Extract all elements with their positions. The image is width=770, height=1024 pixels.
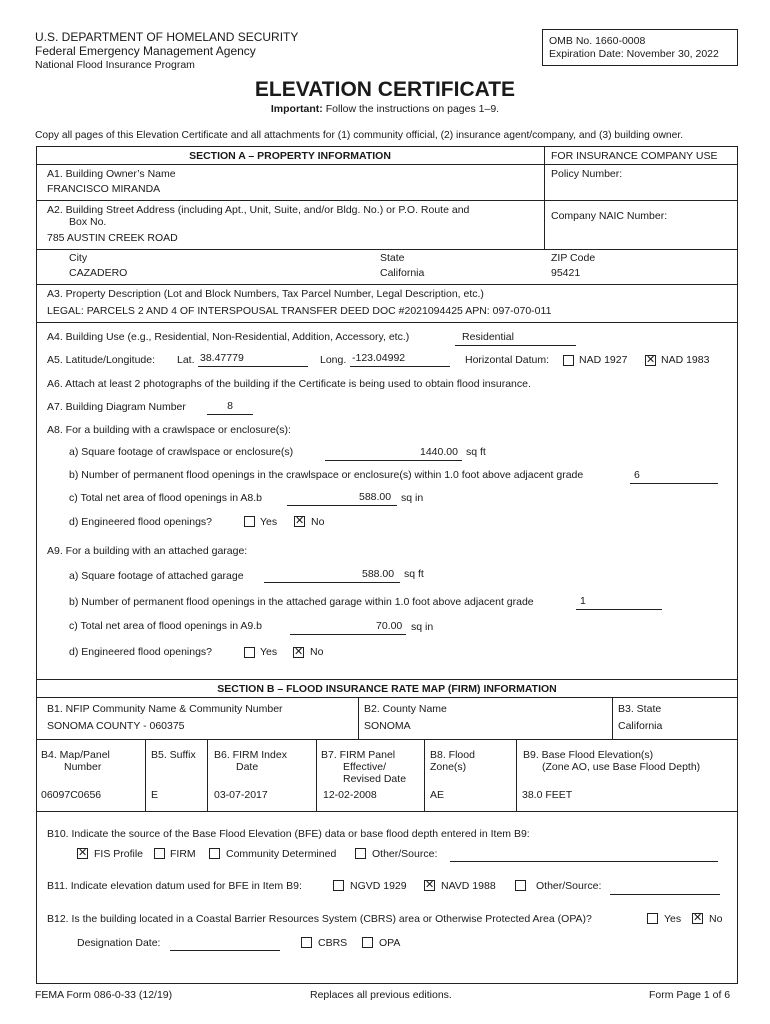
copy-note: Copy all pages of this Elevation Certificate and all attachments for (1) community official, (2) insurance agent/company, and (3) building owner. <box>35 130 684 141</box>
a3-label: A3. Property Description (Lot and Block Numbers, Tax Parcel Number, Legal Description, etc.) <box>47 288 484 300</box>
a9d-label: d) Engineered flood openings? <box>69 646 213 658</box>
a9b-label: b) Number of permanent flood openings in the attached garage within 1.0 foot above adjacent grade <box>69 596 534 608</box>
b2-label: B2. County Name <box>364 703 447 715</box>
important-note <box>0 103 770 115</box>
form-number: FEMA Form 086-0-33 (12/19) <box>35 989 173 1001</box>
b10-fis-checkbox[interactable]: ✕ <box>78 847 88 859</box>
a9-label: A9. For a building with an attached garage: <box>47 545 248 557</box>
opa-label: OPA <box>379 937 401 949</box>
program-name: National Flood Insurance Program <box>35 59 195 71</box>
omb-box <box>542 29 738 66</box>
page-title: ELEVATION CERTIFICATE <box>254 78 516 101</box>
a1-label: A1. Building Owner’s Name <box>47 168 176 180</box>
a8a-label: a) Square footage of crawlspace or enclosure(s) <box>69 446 294 458</box>
a7-label: A7. Building Diagram Number <box>47 401 186 413</box>
b11-ngvd-checkbox[interactable] <box>333 880 344 891</box>
b2-county[interactable]: SONOMA <box>364 720 411 732</box>
lat-label: Lat. <box>177 354 195 366</box>
zip-label: ZIP Code <box>551 252 596 264</box>
expiration-date: Expiration Date: November 30, 2022 <box>549 48 719 60</box>
a8d-yes-label: Yes <box>260 516 278 528</box>
nad1927-checkbox[interactable] <box>563 355 574 366</box>
b4-label-cont: Number <box>64 761 102 773</box>
section-b-title: SECTION B – FLOOD INSURANCE RATE MAP (FIRM) INFORMATION <box>217 683 557 695</box>
b12-no-label: No <box>709 913 723 925</box>
b11-navd-label: NAVD 1988 <box>441 880 496 892</box>
a9a-unit: sq ft <box>404 568 424 580</box>
b4-label: B4. Map/Panel <box>41 749 110 761</box>
b11-ngvd-label: NGVD 1929 <box>350 880 407 892</box>
a4-label: A4. Building Use (e.g., Residential, Non-Residential, Addition, Accessory, etc.) <box>47 331 410 343</box>
state-value[interactable]: California <box>380 267 425 279</box>
a9d-yes-checkbox[interactable] <box>244 647 255 658</box>
department-name: U.S. DEPARTMENT OF HOMELAND SECURITY <box>35 30 299 44</box>
a8-label: A8. For a building with a crawlspace or enclosure(s): <box>47 424 291 436</box>
a9c-unit: sq in <box>411 621 434 633</box>
b1-label: B1. NFIP Community Name & Community Number <box>47 703 283 715</box>
b10-community-label: Community Determined <box>226 848 337 860</box>
b11-navd-checkbox[interactable]: ✕ <box>425 879 435 891</box>
a8d-no-checkbox[interactable]: ✕ <box>295 515 305 527</box>
a2-street-address[interactable]: 785 AUSTIN CREEK ROAD <box>47 232 178 244</box>
horizontal-datum-label: Horizontal Datum: <box>465 354 550 366</box>
b10-other-label: Other/Source: <box>372 848 438 860</box>
b10-firm-label: FIRM <box>170 848 196 860</box>
nad1983-checkbox[interactable]: ✕ <box>646 354 656 366</box>
replaces-note: Replaces all previous editions. <box>310 989 452 1001</box>
a2-label-cont: Box No. <box>69 216 107 228</box>
a8d-label: d) Engineered flood openings? <box>69 516 213 528</box>
long-label: Long. <box>320 354 347 366</box>
b11-label: B11. Indicate elevation datum used for BFE in Item B9: <box>47 880 302 892</box>
b1-community[interactable]: SONOMA COUNTY - 060375 <box>47 720 185 732</box>
naic-number-label: Company NAIC Number: <box>551 210 668 222</box>
b7-label-cont: Effective/ <box>343 761 386 773</box>
b6-label: B6. FIRM Index <box>214 749 287 761</box>
a9d-no-checkbox[interactable]: ✕ <box>294 646 304 658</box>
b8-flood-zone[interactable]: AE <box>430 789 445 801</box>
latitude-input[interactable]: 38.47779 <box>200 352 244 364</box>
a9d-no-label: No <box>310 646 324 658</box>
a8b-flood-openings[interactable]: 6 <box>634 469 640 481</box>
a8d-yes-checkbox[interactable] <box>244 516 255 527</box>
a8c-unit: sq in <box>401 492 424 504</box>
city-value[interactable]: CAZADERO <box>69 267 128 279</box>
b8-label: B8. Flood <box>430 749 475 761</box>
b12-yes-checkbox[interactable] <box>647 913 658 924</box>
important-text: Follow the instructions on pages 1–9. <box>325 103 500 115</box>
b8-label-cont: Zone(s) <box>430 761 467 773</box>
longitude-input[interactable]: -123.04992 <box>352 352 406 364</box>
b10-community-checkbox[interactable] <box>209 848 220 859</box>
b10-other-input[interactable] <box>450 861 718 862</box>
a9a-garage-sqft[interactable]: 588.00 <box>362 568 395 580</box>
b9-label-cont: (Zone AO, use Base Flood Depth) <box>542 761 701 773</box>
b6-firm-index-date[interactable]: 03-07-2017 <box>214 789 268 801</box>
page-number: Form Page 1 of 6 <box>649 989 731 1001</box>
b11-other-label: Other/Source: <box>536 880 602 892</box>
b9-label: B9. Base Flood Elevation(s) <box>523 749 654 761</box>
cbrs-label: CBRS <box>318 937 348 949</box>
b7-label-cont2: Revised Date <box>343 773 407 785</box>
a9d-yes-label: Yes <box>260 646 278 658</box>
b5-label: B5. Suffix <box>151 749 196 761</box>
b12-label: B12. Is the building located in a Coastal Barrier Resources System (CBRS) area or Otherwise Protected Area (OPA)? <box>47 913 592 925</box>
b11-other-input[interactable] <box>610 894 720 895</box>
a1-owner-name[interactable]: FRANCISCO MIRANDA <box>47 183 161 195</box>
b7-firm-panel-date[interactable]: 12-02-2008 <box>323 789 377 801</box>
b3-label: B3. State <box>618 703 662 715</box>
b3-state[interactable]: California <box>618 720 663 732</box>
a8d-no-label: No <box>311 516 325 528</box>
a9c-net-area[interactable]: 70.00 <box>376 620 403 632</box>
a6-label: A6. Attach at least 2 photographs of the building if the Certificate is being used to obtain flood insurance. <box>47 378 531 390</box>
b10-fis-label: FIS Profile <box>94 848 144 860</box>
b6-label-cont: Date <box>236 761 259 773</box>
a8a-crawlspace-sqft[interactable]: 1440.00 <box>420 446 458 458</box>
a5-label: A5. Latitude/Longitude: <box>47 354 156 366</box>
b12-no-checkbox[interactable]: ✕ <box>693 912 703 924</box>
b10-label: B10. Indicate the source of the Base Flood Elevation (BFE) data or base flood depth entered in Item B9: <box>47 828 530 840</box>
a4-building-use[interactable]: Residential <box>462 331 514 343</box>
section-a-title: SECTION A – PROPERTY INFORMATION <box>189 150 391 162</box>
nad1983-label: NAD 1983 <box>661 354 710 366</box>
b4-map-panel[interactable]: 06097C0656 <box>41 789 102 801</box>
b5-suffix[interactable]: E <box>151 789 159 801</box>
cbrs-checkbox[interactable] <box>301 937 312 948</box>
a7-diagram-number[interactable]: 8 <box>227 400 233 412</box>
a8c-label: c) Total net area of flood openings in A8.b <box>69 492 263 504</box>
opa-checkbox[interactable] <box>362 937 373 948</box>
omb-number: OMB No. 1660-0008 <box>549 35 646 47</box>
a3-property-description[interactable]: LEGAL: PARCELS 2 AND 4 OF INTERSPOUSAL TRANSFER DEED DOC #2021094425 APN: 097-070-011 <box>47 305 552 317</box>
policy-number-label: Policy Number: <box>551 168 623 180</box>
nad1927-label: NAD 1927 <box>579 354 628 366</box>
a8b-label: b) Number of permanent flood openings in the crawlspace or enclosure(s) within 1.0 foot above adjacent grade <box>69 469 584 481</box>
insurance-use-title: FOR INSURANCE COMPANY USE <box>551 150 718 162</box>
zip-value[interactable]: 95421 <box>551 267 581 279</box>
designation-date-label: Designation Date: <box>77 937 161 949</box>
b10-firm-checkbox[interactable] <box>154 848 165 859</box>
b10-other-checkbox[interactable] <box>355 848 366 859</box>
city-label: City <box>69 252 88 264</box>
agency-name: Federal Emergency Management Agency <box>35 44 256 58</box>
a8c-net-area[interactable]: 588.00 <box>359 491 392 503</box>
b7-label: B7. FIRM Panel <box>321 749 396 761</box>
a2-label: A2. Building Street Address (including Apt., Unit, Suite, and/or Bldg. No.) or P.O. Route and <box>47 204 470 216</box>
state-label: State <box>380 252 405 264</box>
a9a-label: a) Square footage of attached garage <box>69 570 244 582</box>
a9b-flood-openings[interactable]: 1 <box>580 595 586 607</box>
b11-other-checkbox[interactable] <box>515 880 526 891</box>
important-label: Important: <box>270 103 323 115</box>
designation-date-input[interactable] <box>170 950 280 951</box>
b9-base-flood-elevation[interactable]: 38.0 FEET <box>522 789 573 801</box>
a8a-unit: sq ft <box>466 446 486 458</box>
b12-yes-label: Yes <box>664 913 682 925</box>
a9c-label: c) Total net area of flood openings in A9.b <box>69 620 263 632</box>
